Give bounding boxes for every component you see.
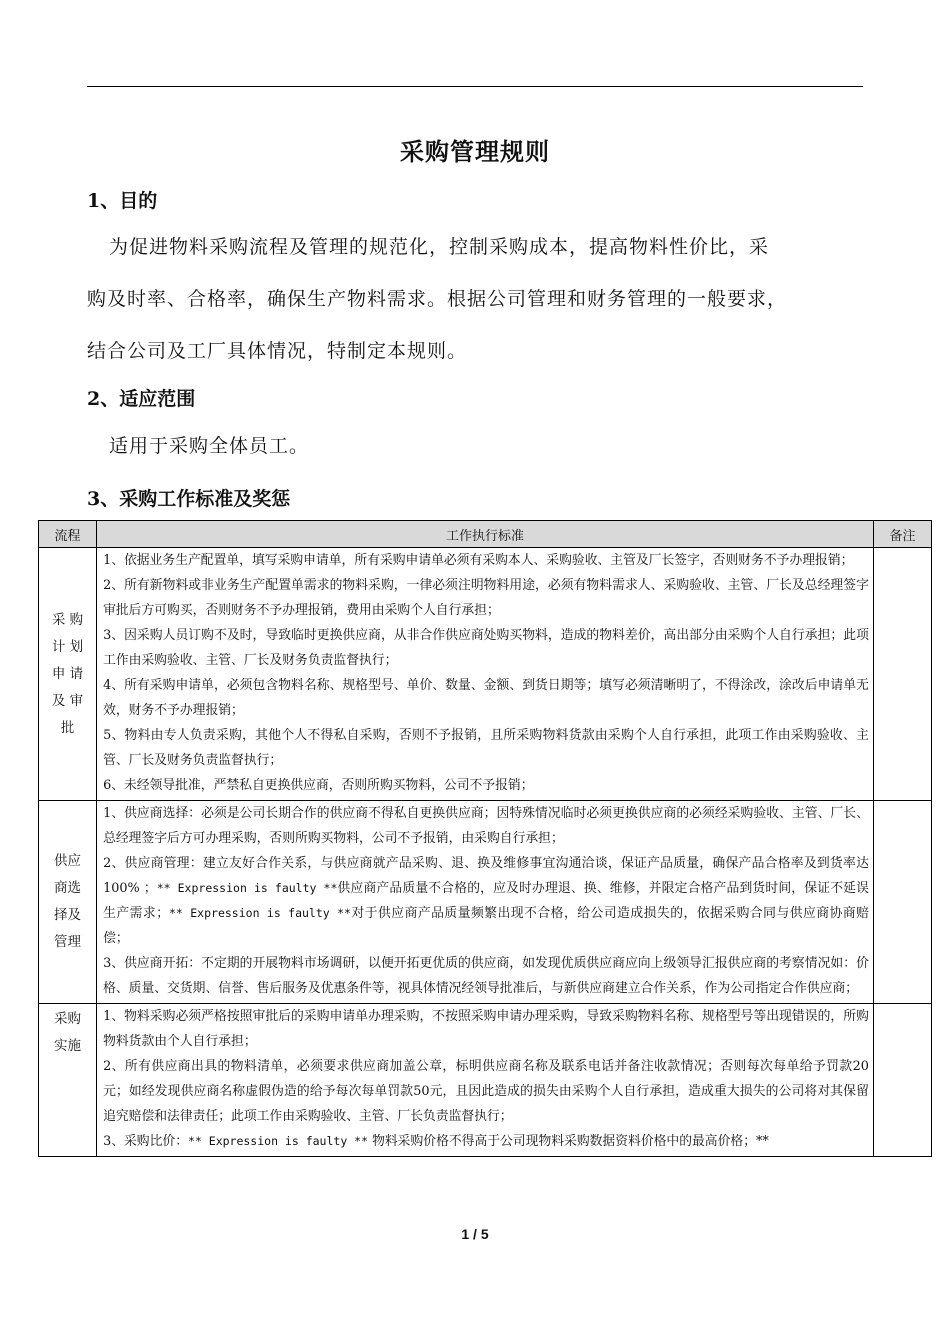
- table-row: [39, 548, 932, 801]
- flow-label: 实施: [54, 1038, 82, 1054]
- note-cell: [873, 1004, 931, 1157]
- section-1-heading: 1、目的: [87, 190, 158, 212]
- section-2-text: 适用于采购全体员工。: [109, 435, 310, 457]
- section-1-line: 购及时率、合格率，确保生产物料需求。根据公司管理和财务管理的一般要求，: [87, 288, 788, 310]
- flow-label: 及 审: [51, 692, 84, 709]
- standard-cell: [97, 801, 874, 1004]
- flow-label: 采 购: [51, 611, 84, 628]
- standard-item: 2、供应商管理：建立友好合作关系，与供应商就产品采购、退、换及维修事宜沟通洽谈，保证产品质量，确保产品合格率及到货率达100% ；** Expression is faulty **供应商产品质量不合格的，应及时办理退、换、维修，并限定合格产品到货时间，保证不延误生产需求；** Expression is faulty **对于供应商产品质量频繁出现不合格，给公司造成损失的，依据采购合同与供应商协商赔偿；: [103, 856, 869, 946]
- standards-table: [38, 520, 932, 1157]
- table-row: [39, 801, 932, 1004]
- flow-label: 管理: [54, 934, 82, 950]
- flow-label: 采购: [54, 1011, 82, 1027]
- standard-item: 2、所有供应商出具的物料清单，必须要求供应商加盖公章，标明供应商名称及联系电话并备注收款情况；否则每次每单给予罚款20元；如经发现供应商名称虚假伪造的给予每次每单罚款50元，且因此造成的损失由采购个人自行承担，造成重大损失的公司将对其保留追究赔偿和法律责任；此项工作由采购验收、主管、厂长负责监督执行；: [103, 1059, 869, 1124]
- standard-item: 3、因采购人员订购不及时，导致临时更换供应商，从非合作供应商处购买物料，造成的物料差价，高出部分由采购个人自行承担；此项工作由采购验收、主管、厂长及财务负责监督执行；: [103, 628, 869, 668]
- document-title: 采购管理规则: [400, 137, 550, 166]
- header-note: 备注: [873, 521, 931, 548]
- flow-label: 计 划: [51, 638, 84, 655]
- standard-item: 1、供应商选择：必须是公司长期合作的供应商不得私自更换供应商；因特殊情况临时必须更换供应商的必须经采购验收、主管、厂长、总经理签字后方可办理采购，否则所购买物料，公司不予报销，由采购自行承担；: [103, 806, 869, 846]
- table-header-row: [39, 521, 932, 548]
- flow-cell: [39, 548, 97, 801]
- standard-item: 3、采购比价：** Expression is faulty ** 物料采购价格不得高于公司现物料采购数据资料价格中的最高价格；**: [103, 1134, 769, 1149]
- flow-label: 申 请: [51, 665, 84, 682]
- standard-item: 1、物料采购必须严格按照审批后的采购申请单办理采购，不按照采购申请办理采购，导致采购物料名称、规格型号等出现错误的，所购物料货款由个人自行承担；: [103, 1009, 869, 1049]
- section-3-heading: 3、采购工作标准及奖惩: [87, 488, 291, 510]
- standard-cell: [97, 1004, 874, 1157]
- section-1-line: 结合公司及工厂具体情况，特制定本规则。: [87, 340, 468, 362]
- header-rule: [87, 86, 863, 87]
- standard-item: 6、未经领导批准，严禁私自更换供应商，否则所购买物料，公司不予报销；: [103, 778, 534, 793]
- standard-cell: [97, 548, 874, 801]
- header-standard: 工作执行标准: [97, 521, 874, 548]
- table-row: [39, 1004, 932, 1157]
- flow-cell: [39, 801, 97, 1004]
- flow-cell: [39, 1004, 97, 1157]
- standard-item: 2、所有新物料或非业务生产配置单需求的物料采购，一律必须注明物料用途，必须有物料需求人、采购验收、主管、厂长及总经理签字审批后方可购买，否则财务不予办理报销，费用由采购个人自行承担；: [103, 578, 869, 618]
- header-flow: 流程: [39, 521, 97, 548]
- standard-item: 3、供应商开拓：不定期的开展物料市场调研，以便开拓更优质的供应商，如发现优质供应商应向上级领导汇报供应商的考察情况如：价格、质量、交货期、信誉、售后服务及优惠条件等，视具体情况经领导批准后，与新供应商建立合作关系，作为公司指定合作供应商；: [103, 956, 869, 996]
- note-cell: [873, 801, 931, 1004]
- flow-label: 供应: [54, 853, 82, 869]
- standard-item: 1、依据业务生产配置单，填写采购申请单，所有采购申请单必须有采购本人、采购验收、主管及厂长签字，否则财务不予办理报销；: [103, 553, 854, 568]
- standard-item: 5、物料由专人负责采购，其他个人不得私自采购，否则不予报销，且所采购物料货款由采购个人自行承担，此项工作由采购验收、主管、厂长及财务负责监督执行；: [103, 728, 869, 768]
- section-2-heading: 2、适应范围: [87, 388, 196, 410]
- page-indicator: 1 / 5: [461, 1226, 489, 1242]
- flow-label: 择及: [54, 907, 82, 923]
- standard-item: 4、所有采购申请单，必须包含物料名称、规格型号、单价、数量、金额、到货日期等；填写必须清晰明了，不得涂改，涂改后申请单无效，财务不予办理报销；: [103, 678, 869, 718]
- section-1-body: [87, 221, 867, 377]
- note-cell: [873, 548, 931, 801]
- flow-label: 批: [60, 719, 75, 736]
- flow-label: 商选: [54, 880, 82, 896]
- section-2-body: [87, 420, 867, 472]
- section-1-line: 为促进物料采购流程及管理的规范化，控制采购成本，提高物料性价比，采: [109, 236, 770, 258]
